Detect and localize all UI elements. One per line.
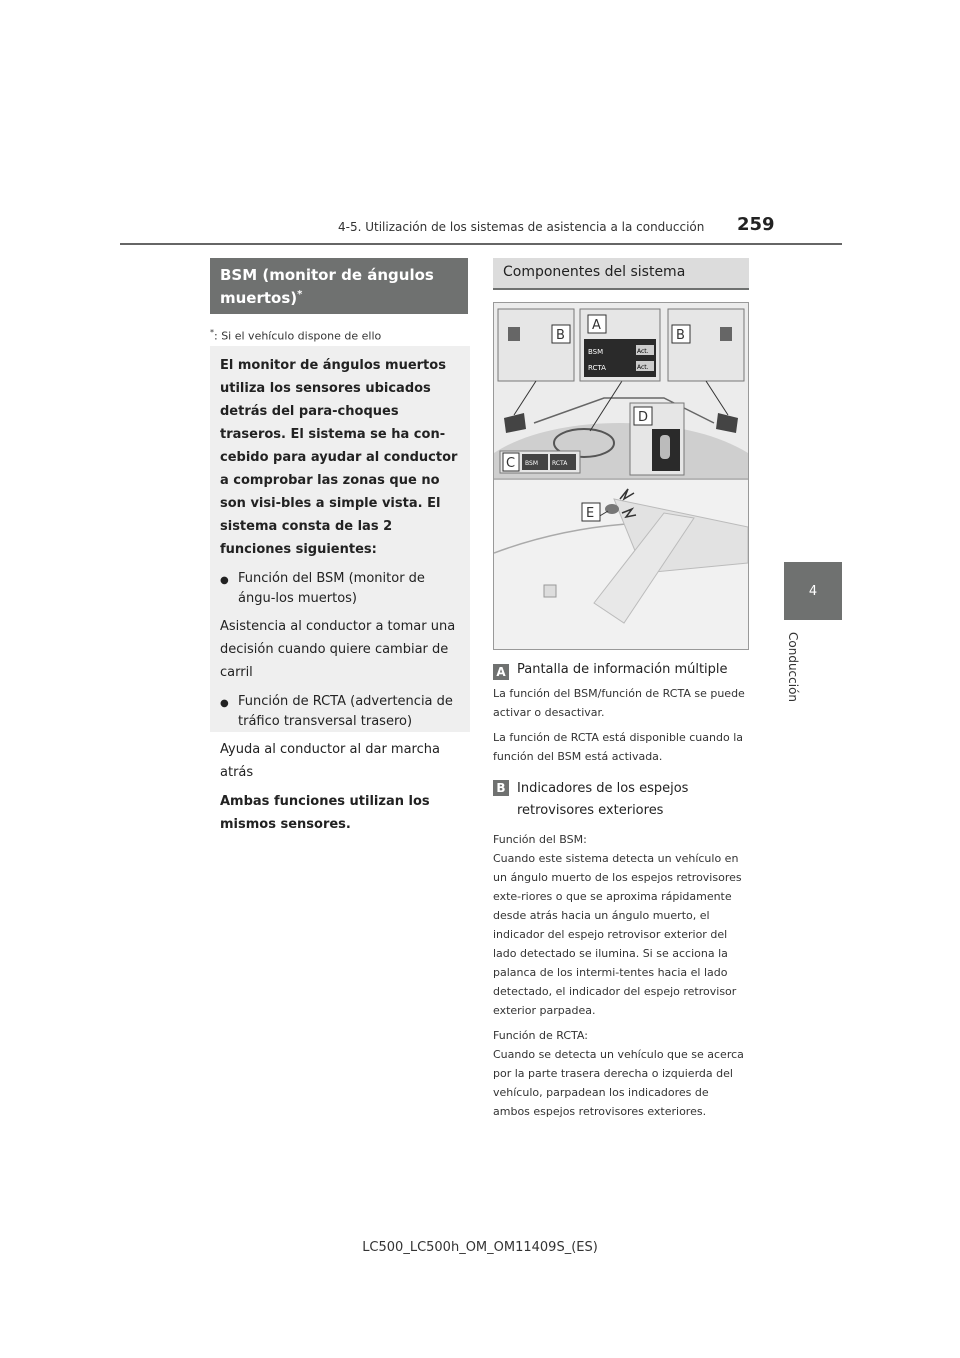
bullet-desc: Asistencia al conductor a tomar una decisión cuando quiere cambiar de carril <box>220 619 456 680</box>
chapter-label: Conducción <box>786 632 800 703</box>
legend-a-para: La función de RCTA está disponible cuando la función del BSM está activada. <box>493 731 743 763</box>
figure-label-b-left: B <box>556 328 565 343</box>
footnote <box>210 328 381 343</box>
bullet-item <box>220 569 460 609</box>
screen-rcta-label: RCTA <box>588 364 606 372</box>
legend-item-b <box>493 778 749 1127</box>
legend-b-para: Función de RCTA: <box>493 1029 588 1042</box>
section-title: 4-5. Utilización de los sistemas de asistencia a la conducción <box>338 220 705 234</box>
components-illustration <box>494 303 748 649</box>
page-number: 259 <box>737 214 775 235</box>
figure-label-e: E <box>586 506 595 521</box>
screen-bsm-label: BSM <box>588 348 604 356</box>
intro-box <box>210 346 470 832</box>
document-code: LC500_LC500h_OM_OM11409S_(ES) <box>362 1240 598 1255</box>
figure-label-c: C <box>506 456 516 471</box>
screen-bsm-value: Act. <box>637 348 649 355</box>
legend-a-para: La función del BSM/función de RCTA se puede activar o desactivar. <box>493 687 745 719</box>
intro-text: El monitor de ángulos muertos utiliza los sensores ubicados detrás del para-choques traseros. El sistema se ha con-cebido para ayudar al conductor a comprobar las zonas que no son visi-bles a simple vista. El sistema consta de las 2 funciones siguientes: <box>220 358 458 557</box>
footnote-mark: * <box>210 328 214 337</box>
legend-b-para: Cuando se detecta un vehículo que se acerca por la parte trasera derecha o izquierda del vehículo, parpadean los indicadores de ambos espejos retrovisores exteriores. <box>493 1048 744 1118</box>
legend-key-a: A <box>493 664 509 680</box>
chapter-number: 4 <box>808 583 818 599</box>
chapter-tab <box>784 562 842 620</box>
legend-title-a: Pantalla de información múltiple <box>517 662 728 677</box>
bsm-title-line2: muertos) <box>220 288 298 307</box>
figure-label-b-right: B <box>676 328 685 343</box>
figure-label-d: D <box>638 410 649 425</box>
bullet-title: Función de RCTA (advertencia de tráfico transversal trasero) <box>238 694 453 729</box>
switch-rcta-label: RCTA <box>552 460 568 467</box>
legend-b-para: Cuando este sistema detecta un vehículo en un ángulo muerto de los espejos retrovisores exte-riores o que se aproxima rápidamente desde atrás hacia un ángulo muerto, el indicador del espejo retrovisor exterior del lado detectado se ilumina. Si se acciona la palanca de los intermi-tentes hacia el lado detectado, el indicador del espejo retrovisor exterior parpadea. <box>493 852 742 1017</box>
footnote-text: : Si el vehículo dispone de ello <box>214 329 382 343</box>
legend-item-a <box>493 662 749 772</box>
components-header: Componentes del sistema <box>493 258 749 290</box>
bullet-dot-icon: ● <box>220 575 229 586</box>
bsm-section-header <box>210 258 468 314</box>
header-rule <box>120 243 842 245</box>
bsm-title-mark: * <box>297 288 303 300</box>
bullet-dot-icon: ● <box>220 698 229 709</box>
bullet-desc: Ayuda al conductor al dar marcha atrás <box>220 742 440 780</box>
system-components-figure <box>493 302 749 650</box>
bsm-title-line1: BSM (monitor de ángulos <box>220 266 434 284</box>
legend-b-para: Función del BSM: <box>493 833 587 846</box>
legend-title-b: Indicadores de los espejos retrovisores exteriores <box>517 781 689 818</box>
bullet-title: Función del BSM (monitor de ángu-los muertos) <box>238 571 425 606</box>
bullet-item <box>220 692 460 732</box>
switch-bsm-label: BSM <box>525 460 538 467</box>
screen-rcta-value: Act. <box>637 364 649 371</box>
figure-label-a: A <box>592 318 601 333</box>
legend-key-b: B <box>493 780 509 796</box>
closing-text: Ambas funciones utilizan los mismos sensores. <box>220 794 430 832</box>
